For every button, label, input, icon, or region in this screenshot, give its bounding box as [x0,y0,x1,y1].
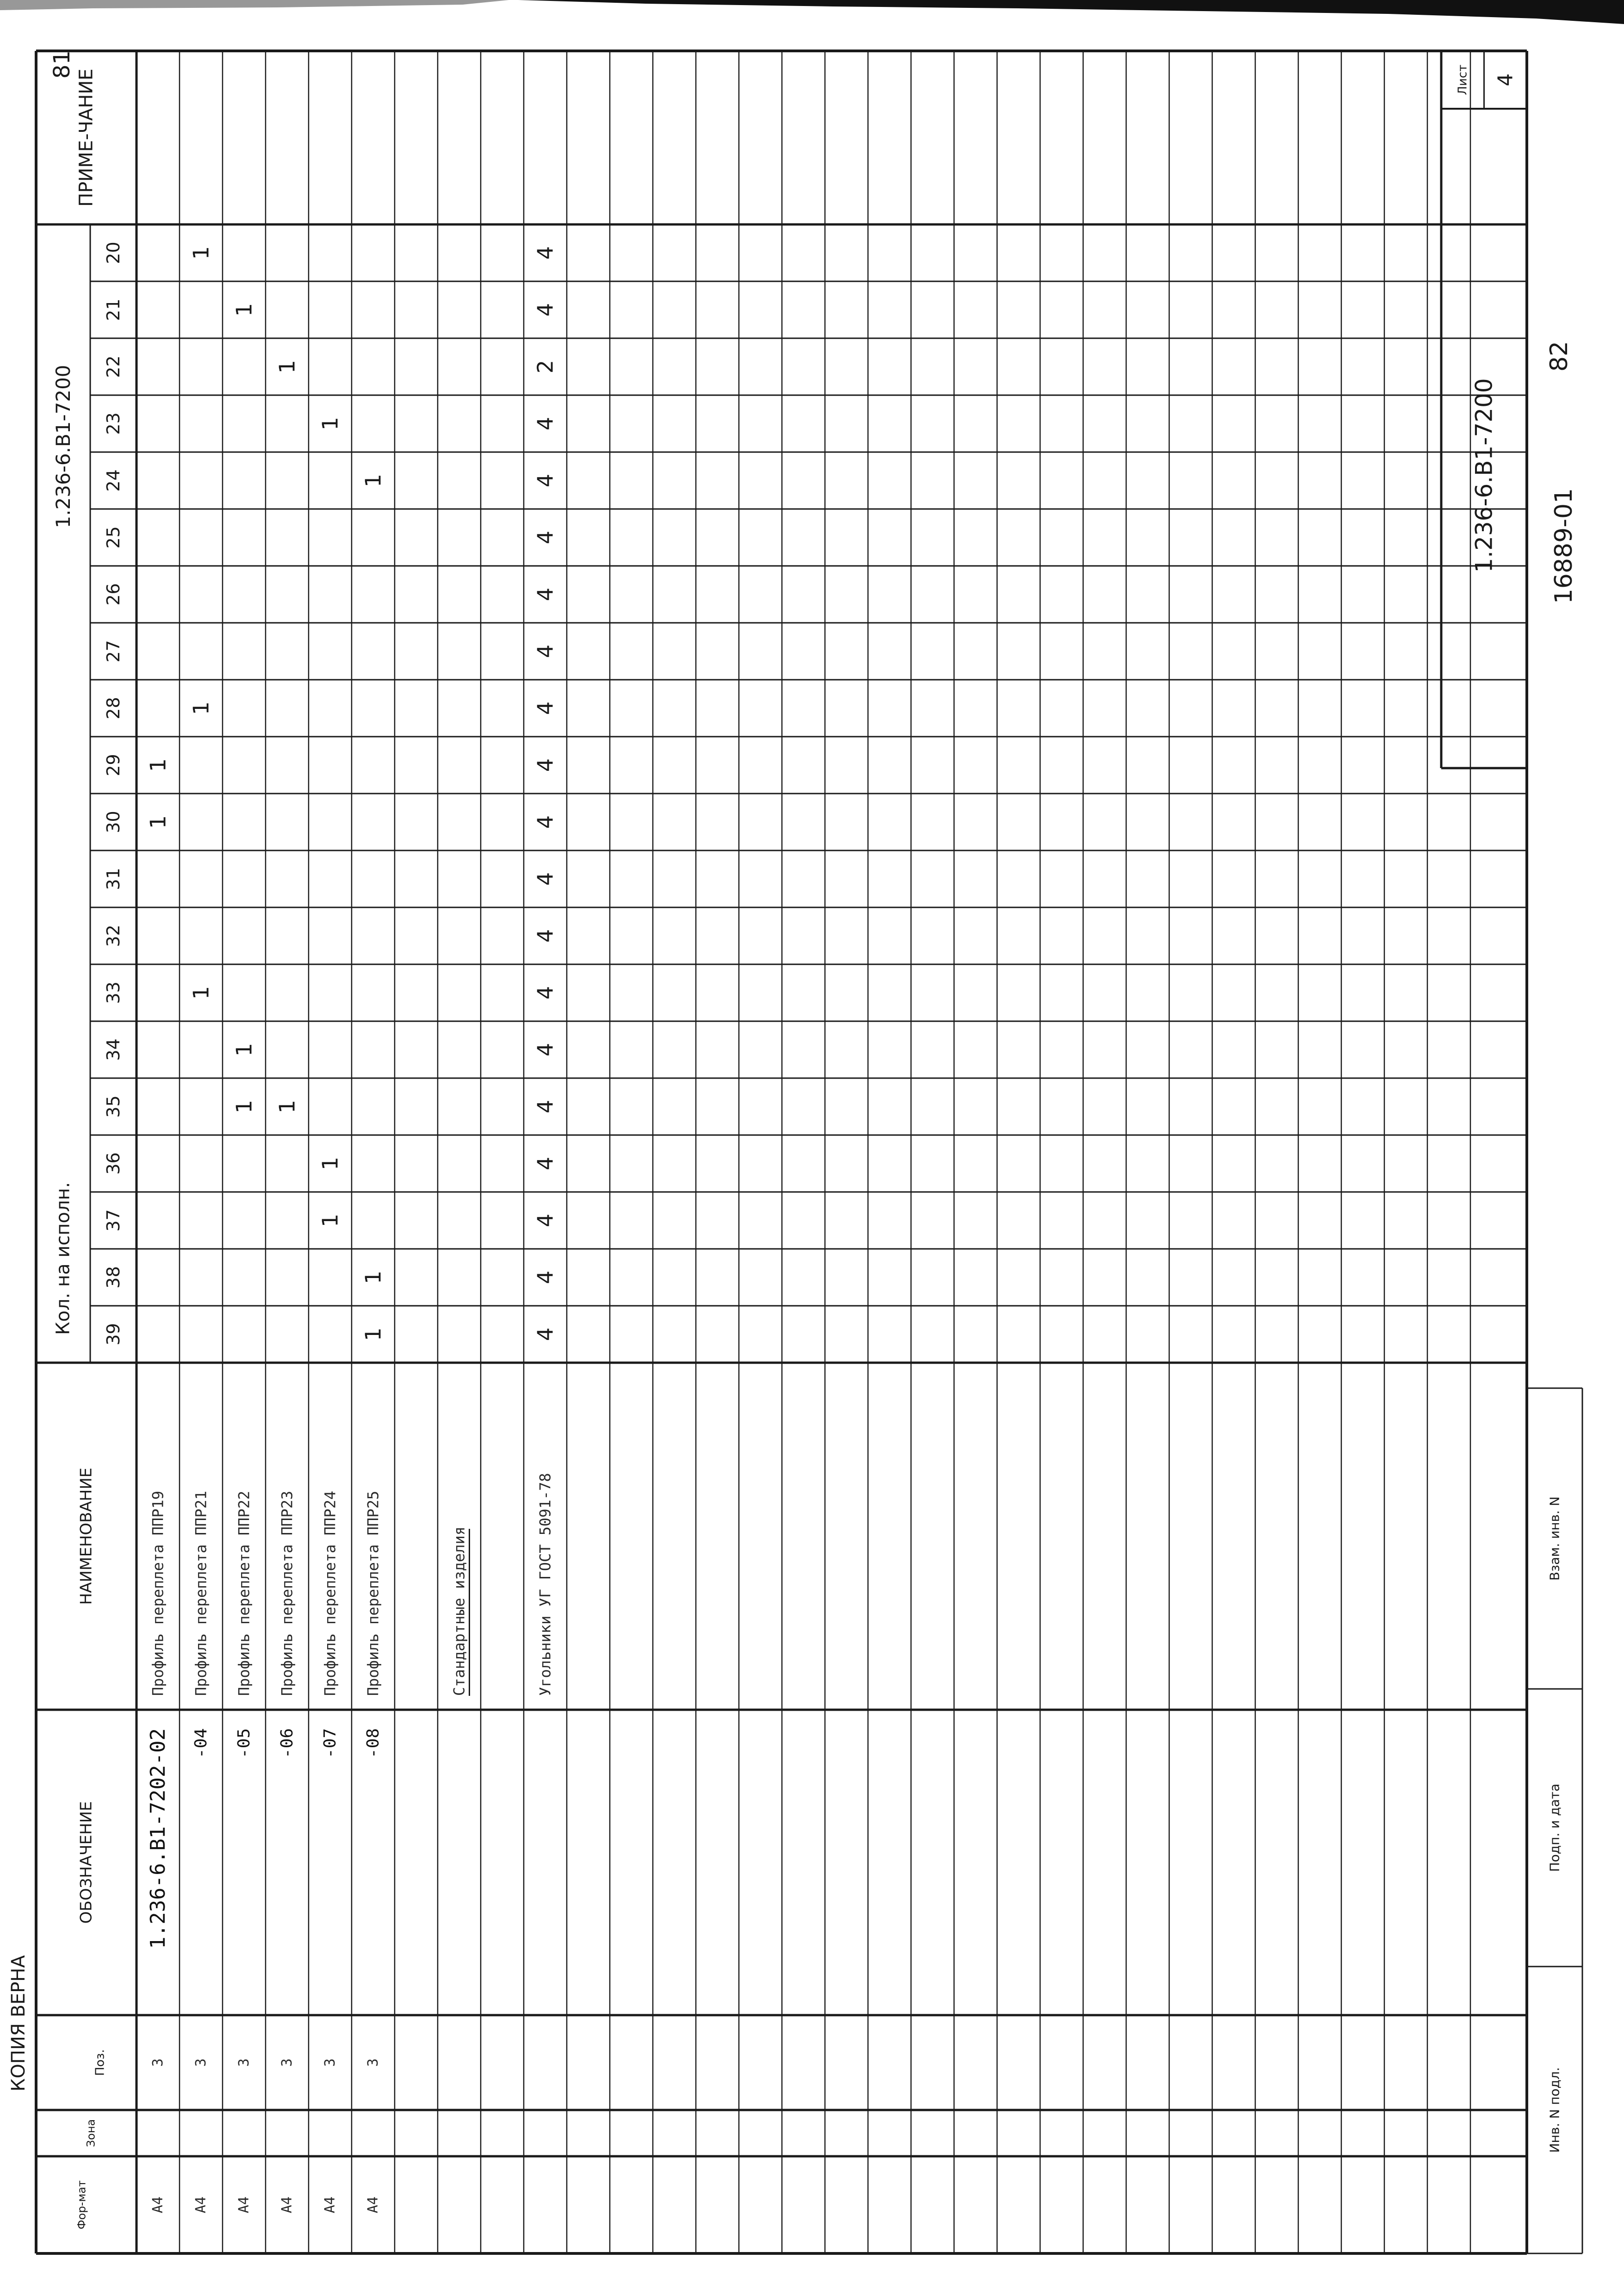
qty-cell: 4 [533,530,558,545]
title-stamp [1441,51,1582,2253]
side-stamp-1: Подп. и дата [1547,1783,1562,1872]
row-designation: -06 [278,1728,297,1759]
header-designation: ОБОЗНАЧЕНИЕ [77,1801,96,1924]
qty-cell: 1 [231,303,257,317]
scan-edge-shadow [518,0,1624,24]
variant-header-23: 23 [103,412,124,435]
corner-page-mark: 81 [49,50,75,79]
variant-header-33: 33 [103,981,124,1004]
row-pos: 3 [322,2058,338,2067]
page-mark: 82 [1545,341,1573,372]
header-name: НАИМЕНОВАНИЕ [77,1467,96,1605]
variant-header-35: 35 [103,1095,124,1118]
row-name: Профиль переплета ППР24 [321,1490,339,1696]
row-name: Профиль переплета ППР19 [149,1490,167,1696]
variant-header-27: 27 [103,640,124,663]
qty-cell: 4 [533,246,558,260]
row-name: Профиль переплета ППР21 [192,1490,210,1696]
qty-cell: 4 [533,473,558,488]
row-format: А4 [150,2196,166,2214]
qty-cell: 1 [274,360,300,374]
side-stamp-2: Инв. N подл. [1547,2067,1562,2153]
row-designation: -05 [235,1728,254,1759]
variant-header-30: 30 [103,811,124,833]
qty-cell: 1 [188,701,214,715]
stamp-doc-code: 1.236-6.В1-7200 [1470,378,1498,573]
variant-header-38: 38 [103,1266,124,1289]
variant-header-26: 26 [103,583,124,606]
qty-cell: 4 [533,1270,558,1285]
row-format: А4 [279,2196,295,2214]
table-grid [36,51,1527,2253]
qty-cell: 1 [231,1099,257,1114]
scan-edge-shadow-left [0,0,509,10]
qty-cell: 4 [533,872,558,886]
header-qty: Кол. на исполн. [52,1182,74,1335]
qty-cell: 1 [188,986,214,1000]
stamp-sheet-label: Лист [1456,64,1470,95]
row-name: Профиль переплета ППР22 [235,1490,253,1696]
row-pos: 3 [279,2058,295,2067]
qty-cell: 1 [188,246,214,260]
variant-header-37: 37 [103,1209,124,1232]
row-designation: 1.236-6.В1-7202-02 [146,1728,170,1949]
qty-cell: 1 [274,1099,300,1114]
qty-cell: 1 [360,1327,386,1341]
variant-header-21: 21 [103,298,124,321]
row-name: Стандартные изделия [450,1526,468,1696]
side-stamp-0: Взам. инв. N [1547,1496,1562,1581]
qty-cell: 4 [533,416,558,431]
qty-cell: 2 [533,360,558,374]
row-format: А4 [322,2196,338,2214]
qty-cell: 4 [533,1213,558,1228]
row-designation: -07 [321,1728,340,1759]
row-name: Профиль переплета ППР23 [278,1490,296,1696]
qty-cell: 1 [317,1156,343,1171]
stamp-sheet-number: 4 [1494,73,1518,87]
header-note: ПРИМЕ-ЧАНИЕ [75,68,97,207]
variant-header-28: 28 [103,697,124,720]
qty-cell: 1 [231,1043,257,1057]
qty-cell: 4 [533,1156,558,1171]
variant-header-36: 36 [103,1152,124,1175]
header-pos: Поз. [93,2049,107,2076]
qty-cell: 4 [533,929,558,943]
copy-label: КОПИЯ ВЕРНА [8,1955,29,2091]
qty-cell: 4 [533,644,558,658]
variant-header-31: 31 [103,868,124,890]
qty-cell: 4 [533,815,558,829]
row-name: Угольники УГ ГОСТ 5091-78 [536,1473,554,1696]
variant-header-39: 39 [103,1323,124,1346]
row-pos: 3 [193,2058,209,2067]
row-pos: 3 [365,2058,381,2067]
header-doc-code: 1.236-6.В1-7200 [52,365,74,528]
qty-cell: 4 [533,986,558,1000]
variant-header-22: 22 [103,355,124,378]
row-format: А4 [193,2196,209,2214]
row-designation: -08 [364,1728,383,1759]
row-pos: 3 [236,2058,252,2067]
row-format: А4 [236,2196,252,2214]
variant-header-32: 32 [103,925,124,947]
row-name: Профиль переплета ППР25 [364,1490,382,1696]
qty-cell: 1 [360,473,386,488]
header-format: Фор-мат [75,2180,88,2230]
variant-header-34: 34 [103,1038,124,1061]
variant-header-24: 24 [103,469,124,492]
variant-header-20: 20 [103,242,124,264]
qty-cell: 1 [317,1213,343,1228]
row-designation: -04 [192,1728,211,1759]
qty-cell: 4 [533,1043,558,1057]
inventory-mark: 16889-01 [1550,488,1578,604]
table-text [8,50,1578,2229]
qty-cell: 4 [533,758,558,772]
qty-cell: 1 [145,815,171,829]
qty-cell: 4 [533,303,558,317]
qty-cell: 1 [360,1270,386,1285]
variant-header-25: 25 [103,526,124,549]
row-format: А4 [365,2196,381,2214]
qty-cell: 1 [317,416,343,431]
header-zone: Зона [84,2119,98,2147]
qty-cell: 4 [533,587,558,602]
qty-cell: 1 [145,758,171,772]
row-pos: 3 [150,2058,166,2067]
variant-header-29: 29 [103,754,124,776]
qty-cell: 4 [533,701,558,715]
qty-cell: 4 [533,1327,558,1341]
qty-cell: 4 [533,1099,558,1114]
